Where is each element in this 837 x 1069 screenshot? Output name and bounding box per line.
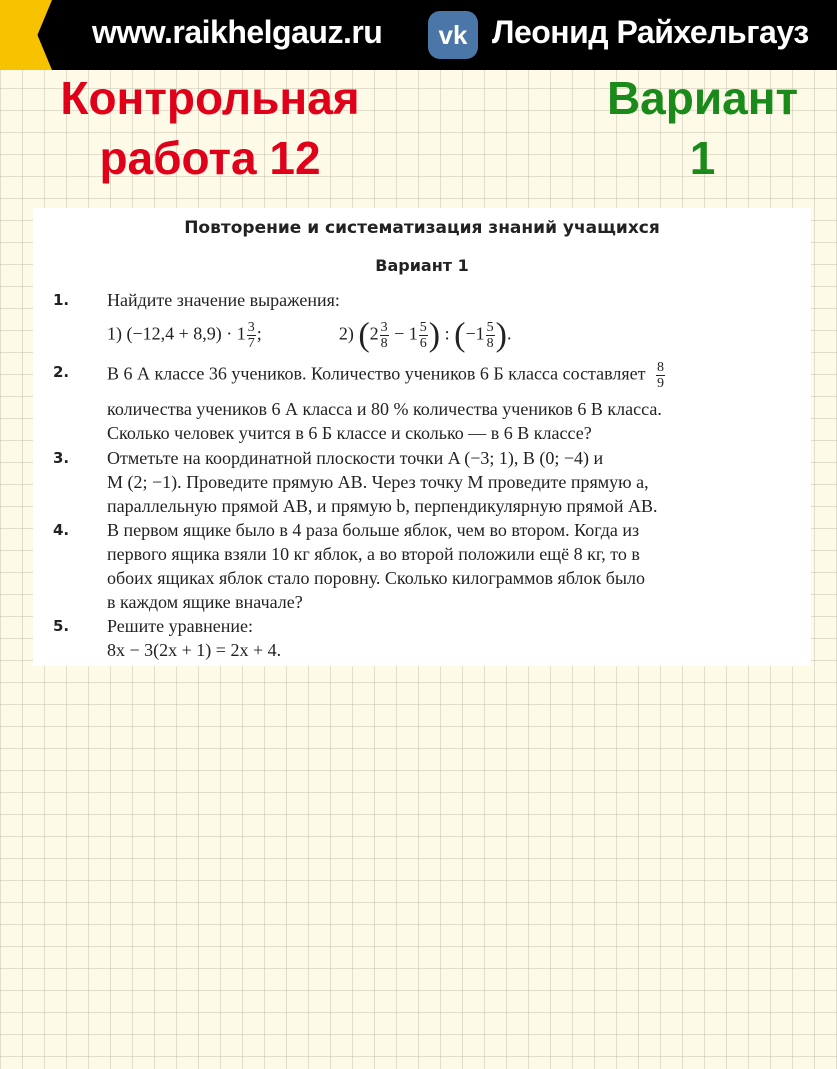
task-text-line-2: количества учеников 6 А класса и 80 % количества учеников 6 В класса. xyxy=(107,399,662,419)
task-text-line-1: Отметьте на координатной плоскости точки A (−3; 1), B (0; −4) и xyxy=(107,448,604,468)
task-text-line-1: В первом ящике было в 4 раза больше яблок, чем во втором. Когда из xyxy=(107,520,640,540)
task-text-line-3: обоих ящиках яблок стало поровну. Сколько килограммов яблок было xyxy=(107,568,645,588)
fraction: $\frac{3}{8}$ xyxy=(380,320,388,351)
fraction: $\frac{8}{9}$ xyxy=(657,360,665,391)
worksheet-title: Повторение и систематизация знаний учащихся xyxy=(184,218,660,238)
worksheet-variant: Вариант 1 xyxy=(375,256,469,275)
task-expressions: 1) (−12,4 + 8,9) · 1 $\frac{3}{7}$ ; 2) (2 $\frac{3}{8}$ − 1 $\frac{5}{6}$ ) : (−1 $\frac{5}{8}$ ). xyxy=(107,316,512,354)
task-number: 2. xyxy=(53,363,70,381)
fraction: $\frac{5}{6}$ xyxy=(419,320,427,351)
task-number: 3. xyxy=(53,449,70,467)
variant-title-line-2: 1 xyxy=(689,132,716,184)
title-line-1: Контрольная xyxy=(60,72,360,124)
page-title xyxy=(0,68,420,188)
site-url-link[interactable]: www.raikhelgauz.ru xyxy=(92,14,383,50)
task-number: 5. xyxy=(53,617,70,635)
task-text-line-3: параллельную прямой AB, и прямую b, перпендикулярную прямой AB. xyxy=(107,496,658,516)
fraction: $\frac{5}{8}$ xyxy=(486,320,494,351)
task-text: Найдите значение выражения: xyxy=(107,290,340,310)
task-text-line-2: первого ящика взяли 10 кг яблок, а во второй положили ещё 8 кг, то в xyxy=(107,544,640,564)
task-text-line-1: В 6 А классе 36 учеников. Количество учеников 6 Б класса составляет $\frac{8}{9}$ xyxy=(107,360,665,391)
banner-accent xyxy=(0,0,52,70)
worksheet xyxy=(33,208,811,666)
vk-logo-icon[interactable]: vk xyxy=(428,11,478,59)
author-name: Леонид Райхельгауз xyxy=(492,14,809,50)
expr-1-label: 1) xyxy=(107,323,122,344)
expr-1: (−12,4 + 8,9) · 1 xyxy=(126,323,246,344)
task-number: 1. xyxy=(53,291,70,309)
variant-title xyxy=(575,68,830,188)
equation: 8x − 3(2x + 1) = 2x + 4. xyxy=(107,640,282,660)
header-banner xyxy=(0,0,837,70)
title-line-2: работа 12 xyxy=(99,132,321,184)
task-text-line-1: Решите уравнение: xyxy=(107,616,253,636)
task-text-line-3: Сколько человек учится в 6 Б классе и сколько — в 6 В классе? xyxy=(107,423,592,443)
expr-2-label: 2) xyxy=(338,323,354,344)
task-text-line-4: в каждом ящике вначале? xyxy=(107,592,303,612)
task-text-line-2: M (2; −1). Проведите прямую AB. Через точку M проведите прямую a, xyxy=(107,472,649,492)
variant-title-line-1: Вариант xyxy=(606,72,799,124)
fraction: $\frac{3}{7}$ xyxy=(247,320,255,351)
task-number: 4. xyxy=(53,521,70,539)
